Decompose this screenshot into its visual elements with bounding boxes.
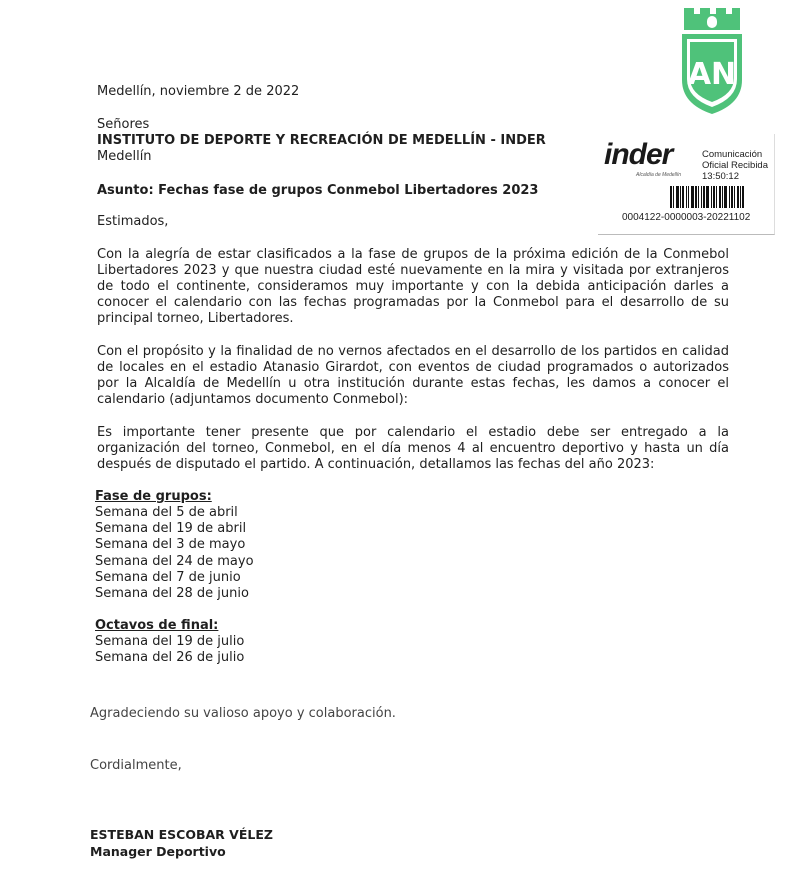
inder-logo-subtext: Alcaldía de Medellín [636,172,682,178]
round-of-16-title: Octavos de final: [95,618,219,633]
thanks-line: Agradeciendo su valioso apoyo y colaboración. [90,706,396,721]
list-item: Semana del 28 de junio [95,586,249,602]
place-date: Medellín, noviembre 2 de 2022 [97,84,300,99]
list-item: Semana del 5 de abril [95,505,238,520]
list-item: Semana del 7 de junio [95,569,241,585]
paragraph-1: Con la alegría de estar clasificados a la fase de grupos de la próxima edición de la Conmebol Libertadores 2023 y que nuestra ciudad esté nuevamente en la mira y visitada por extranjeros de todo el continente, consideramos muy importante y con la debida anticipación darles a conocer el calendario con las fechas programadas por la Conmebol para el desarrollo de su principal torneo, Libertadores. [97,247,729,326]
barcode [670,186,756,208]
list-item: Semana del 24 de mayo [95,553,254,569]
stamp-time: 13:50:12 [702,171,739,182]
recipient-city: Medellín [97,149,152,164]
stamp-code: 0004122-0000003-20221102 [622,212,751,223]
stamp-line1: Comunicación [702,149,763,160]
reception-stamp [598,134,775,235]
closing: Cordialmente, [90,758,182,773]
list-item: Semana del 26 de julio [95,650,245,666]
signature-role: Manager Deportivo [90,844,226,859]
recipient-institution: INSTITUTO DE DEPORTE Y RECREACIÓN DE MEDELLÍN - INDER [97,133,546,148]
paragraph-2: Con el propósito y la finalidad de no vernos afectados en el desarrollo de los partidos en calidad de locales en el estadio Atanasio Girardot, con eventos de ciudad programados o autorizados por la Alcaldía de Medellín u otra institución durante estas fechas, les damos a conocer el calendario (adjuntamos documento Conmebol): [97,344,729,407]
list-item: Semana del 3 de mayo [95,537,246,553]
stamp-line2: Oficial Recibida [702,160,768,171]
group-stage-title: Fase de grupos: [95,489,212,504]
greeting: Estimados, [97,214,169,229]
list-item: Semana del 19 de julio [95,634,245,649]
subject: Asunto: Fechas fase de grupos Conmebol Libertadores 2023 [97,183,539,198]
inder-logo: inder [604,138,673,171]
club-logo [680,4,744,116]
recipient-salutation: Señores [97,117,150,132]
logo-letters: AN [687,57,737,92]
signature-name: ESTEBAN ESCOBAR VÉLEZ [90,827,273,842]
paragraph-3: Es importante tener presente que por calendario el estadio debe ser entregado a la organización del torneo, Conmebol, en el día menos 4 al encuentro deportivo y hasta un día después de disputado el partido. A continuación, detallamos las fechas del año 2023: [97,425,729,472]
round-of-16-list [95,618,244,666]
list-item: Semana del 19 de abril [95,521,247,537]
group-stage-list [95,489,254,602]
